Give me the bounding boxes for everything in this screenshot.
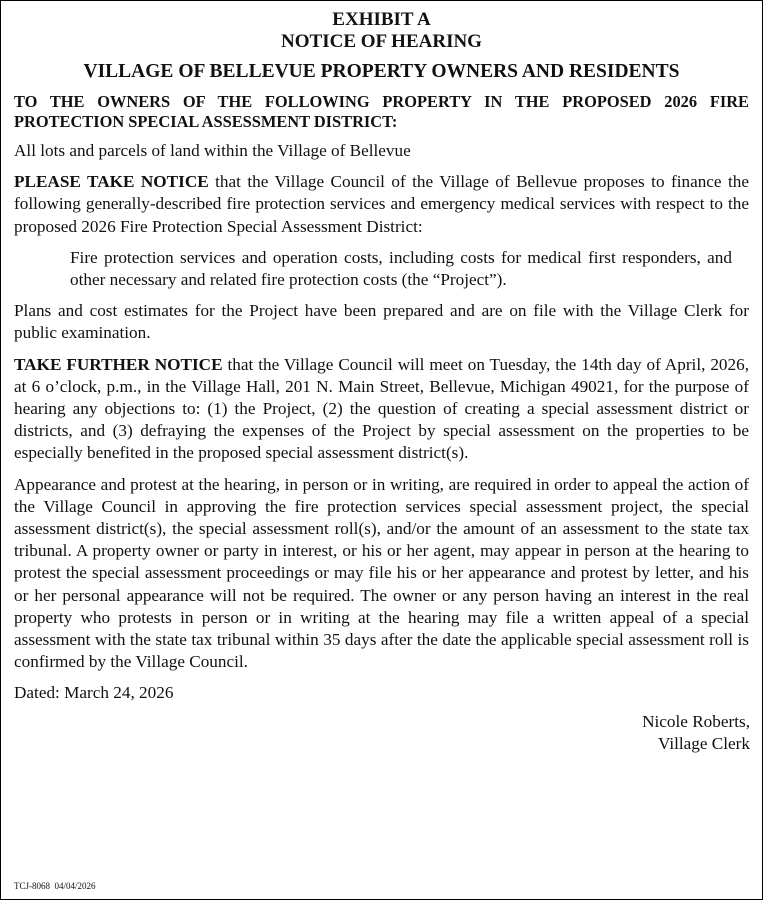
plans-paragraph: Plans and cost estimates for the Project have been prepared and are on file with the Village Clerk for public examination.	[14, 301, 749, 343]
dated-line: Dated: March 24, 2026	[14, 683, 174, 703]
notice-text: that the Village Council of the Village of Bellevue proposes to finance the following generally-described fire protection services and emergency medical services with respect to the proposed 2026 Fire Protection Special Assessment District:	[14, 172, 750, 236]
lots-paragraph: All lots and parcels of land within the Village of Bellevue	[14, 141, 411, 160]
notice-subtitle: VILLAGE OF BELLEVUE PROPERTY OWNERS AND RESIDENTS	[83, 61, 680, 82]
exhibit-label: EXHIBIT A	[332, 9, 431, 30]
notice-lead: PLEASE TAKE NOTICE	[14, 172, 209, 192]
publication-code: TCJ-8068 04/04/2026	[14, 881, 96, 891]
signature-name: Nicole Roberts,	[642, 711, 750, 731]
signature-title: Village Clerk	[657, 733, 750, 753]
notice-title: NOTICE OF HEARING	[281, 31, 482, 52]
owners-heading: TO THE OWNERS OF THE FOLLOWING PROPERTY IN THE PROPOSED 2026 FIRE PROTECTION SPECIAL ASSESSMENT DISTRICT:	[14, 92, 749, 131]
notice-paragraph	[14, 171, 749, 238]
project-paragraph: Fire protection services and operation costs, including costs for medical first responders, and other necessary and related fire protection costs (the “Project”).	[70, 247, 732, 290]
appearance-paragraph: Appearance and protest at the hearing, in person or in writing, are required in order to appeal the action of the Village Council in approving the fire protection services special assessment project, the special assessment district(s), the special assessment roll(s), and/​or the amount of an assessment to the state tax tribunal. A property owner or party in interest, or his or her agent, may appear in person at the hearing to protest the special assessment proceedings or may file his or her appearance and protest by letter, and his or her personal appearance will not be required. The owner or any person having an interest in the real property who protests in person or in writing at the hearing may file a written appeal of a special assessment with the state tax tribunal within 35 days after the date the applicable special assessment roll is confirmed by the Village Council.	[14, 474, 749, 672]
further-notice-paragraph	[14, 354, 749, 465]
signature-block	[14, 711, 750, 755]
further-lead: TAKE FURTHER NOTICE	[14, 354, 223, 374]
further-text: that the Village Council will meet on Tuesday, the 14th day of April, 2026, at 6 o’clock, p.m., in the Village Hall, 201 N. Main Street, Bellevue, Michigan 49021, for the purpose of hearing any objections to: (1) the Project, (2) the question of creating a special assessment district or districts, and (3) defraying the expenses of the Project by special assessment on the properties to be especially benefited in the proposed special assessment district(s).	[14, 354, 750, 463]
